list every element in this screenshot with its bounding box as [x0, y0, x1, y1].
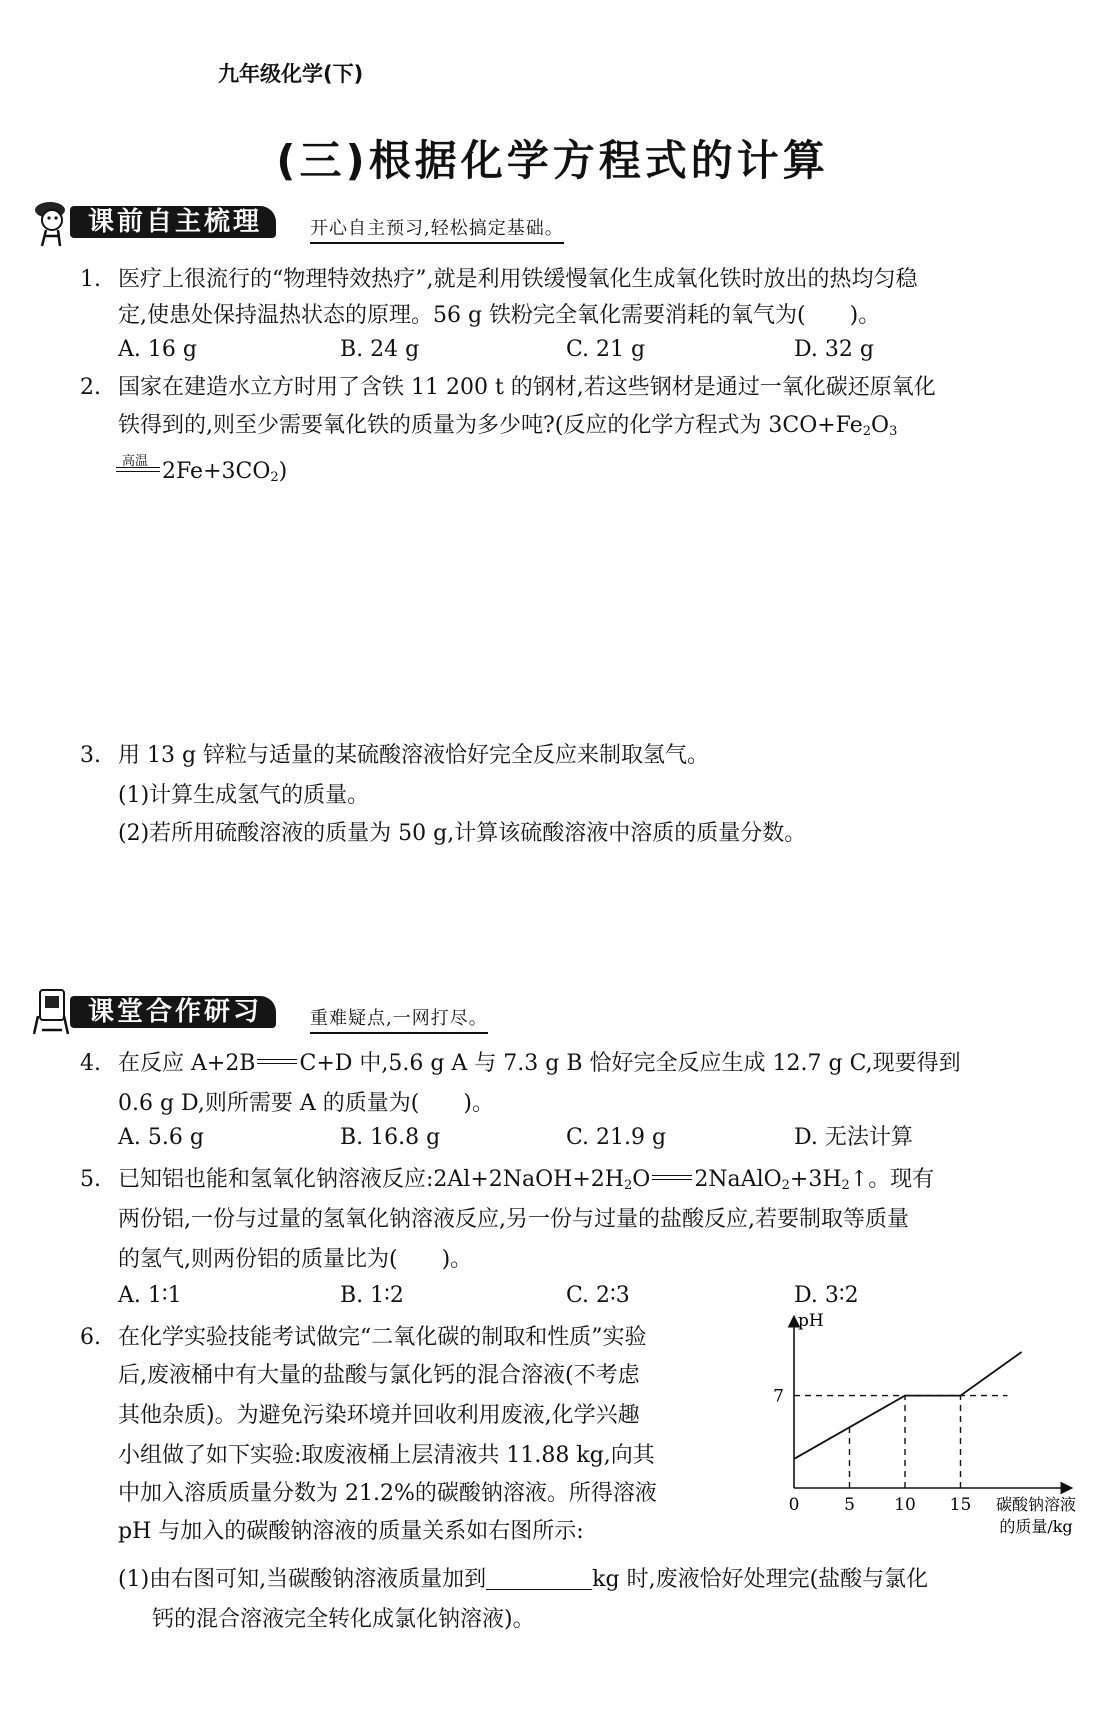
question-text-line: 在化学实验技能考试做完“二氧化碳的制取和性质”实验: [118, 1325, 647, 1350]
question-text-line: pH 与加入的碳酸钠溶液的质量关系如右图所示:: [118, 1519, 584, 1544]
section-tagline: 重难疑点,一网打尽。: [310, 1004, 488, 1034]
option-c: C. 21.9 g: [566, 1125, 667, 1150]
question-text-line: 已知铝也能和氢氧化钠溶液反应$:2Al+2NaOH+2H_2O$ $2NaAlO_2+3H_2↑$。现有: [118, 1167, 935, 1193]
question-number: 5.: [80, 1167, 101, 1192]
section-tagline: 开心自主预习,轻松搞定基础。: [310, 214, 564, 244]
section-banner-inclass: [28, 986, 628, 1030]
question-text-line: 两份铝,一份与过量的氢氧化钠溶液反应,另一份与过量的盐酸反应,若要制取等质量: [118, 1207, 909, 1232]
mascot-icon: [28, 986, 76, 1038]
equals-sign: [652, 1175, 692, 1180]
question-number: 2.: [80, 375, 101, 400]
option-a: A. 5.6 g: [118, 1125, 204, 1150]
question-text-line: 的氢气,则两份铝的质量比为( )。: [118, 1247, 473, 1272]
subquestion-1: (1)计算生成氢气的质量。: [118, 783, 370, 808]
option-d: D. 3∶2: [794, 1283, 859, 1308]
option-c: C. 2∶3: [566, 1283, 630, 1308]
question-text-line: 0.6 g D,则所需要 A 的质量为( )。: [118, 1091, 494, 1116]
x-tick-label: 15: [949, 1495, 972, 1515]
option-d: D. 32 g: [794, 337, 874, 362]
question-number: 4.: [80, 1051, 101, 1076]
question-text-line: 医疗上很流行的“物理特效热疗”,就是利用铁缓慢氧化生成氧化铁时放出的热均匀稳: [118, 267, 918, 292]
question-text-line: 铁得到的,则至少需要氧化铁的质量为多少吨?(反应的化学方程式为 $3CO+Fe_2O_3$: [118, 413, 898, 439]
question-text-line: 小组做了如下实验:取废液桶上层清液共 11.88 kg,向其: [118, 1443, 655, 1468]
page-title: (三)根据化学方程式的计算: [276, 136, 829, 185]
x-axis-label-line2: 的质量/kg: [999, 1517, 1073, 1536]
ph-chart: [770, 1306, 1100, 1546]
section-banner-preclass: [28, 196, 628, 240]
option-b: B. 24 g: [340, 337, 420, 362]
x-tick-label: 0: [788, 1495, 800, 1515]
question-text-line: $2Fe+3CO_2$): [162, 459, 288, 485]
option-a: A. 16 g: [118, 337, 197, 362]
x-axis-label-line1: 碳酸钠溶液: [995, 1495, 1077, 1514]
option-b: B. 1∶2: [340, 1283, 404, 1308]
option-c: C. 21 g: [566, 337, 646, 362]
question-text-line: 用 13 g 锌粒与适量的某硫酸溶液恰好完全反应来制取氢气。: [118, 743, 710, 768]
equals-sign: [116, 467, 160, 472]
question-text-line: 其他杂质)。为避免污染环境并回收利用废液,化学兴趣: [118, 1403, 640, 1428]
section-label: 课前自主梳理: [70, 206, 276, 238]
subquestion-1-cont: 钙的混合溶液完全转化成氯化钠溶液)。: [152, 1607, 535, 1632]
question-number: 1.: [80, 267, 101, 292]
y-axis-label: pH: [798, 1311, 824, 1331]
y-tick-label: 7: [773, 1386, 784, 1407]
equals-sign: [257, 1059, 297, 1064]
question-number: 3.: [80, 743, 101, 768]
option-b: B. 16.8 g: [340, 1125, 441, 1150]
option-d: D. 无法计算: [794, 1125, 913, 1150]
x-tick-label: 5: [844, 1495, 855, 1515]
subquestion-2: (2)若所用硫酸溶液的质量为 50 g,计算该硫酸溶液中溶质的质量分数。: [118, 821, 807, 846]
question-text-line: 后,废液桶中有大量的盐酸与氯化钙的混合溶液(不考虑: [118, 1363, 640, 1388]
subquestion-1: (1)由右图可知,当碳酸钠溶液质量加到 kg 时,废液恰好处理完(盐酸与氯化: [118, 1567, 929, 1592]
question-number: 6.: [80, 1325, 101, 1350]
x-tick-label: 10: [894, 1495, 916, 1515]
answer-blank[interactable]: [486, 1565, 592, 1590]
section-label: 课堂合作研习: [70, 996, 276, 1028]
running-header: 九年级化学(下): [218, 62, 364, 86]
question-text-line: 在反应 A+2B C+D 中,5.6 g A 与 7.3 g B 恰好完全反应生成 12.7 g C,现要得到: [118, 1051, 961, 1076]
question-text-line: 国家在建造水立方时用了含铁 11 200 t 的钢材,若这些钢材是通过一氧化碳还原氧化: [118, 375, 936, 400]
option-a: A. 1∶1: [118, 1283, 182, 1308]
mascot-icon: [28, 196, 76, 248]
reaction-condition: 高温: [122, 454, 149, 469]
ph-curve: [794, 1352, 1022, 1459]
question-text-line: 定,使患处保持温热状态的原理。56 g 铁粉完全氧化需要消耗的氧气为( )。: [118, 303, 881, 328]
question-text-line: 中加入溶质质量分数为 21.2%的碳酸钠溶液。所得溶液: [118, 1481, 657, 1506]
